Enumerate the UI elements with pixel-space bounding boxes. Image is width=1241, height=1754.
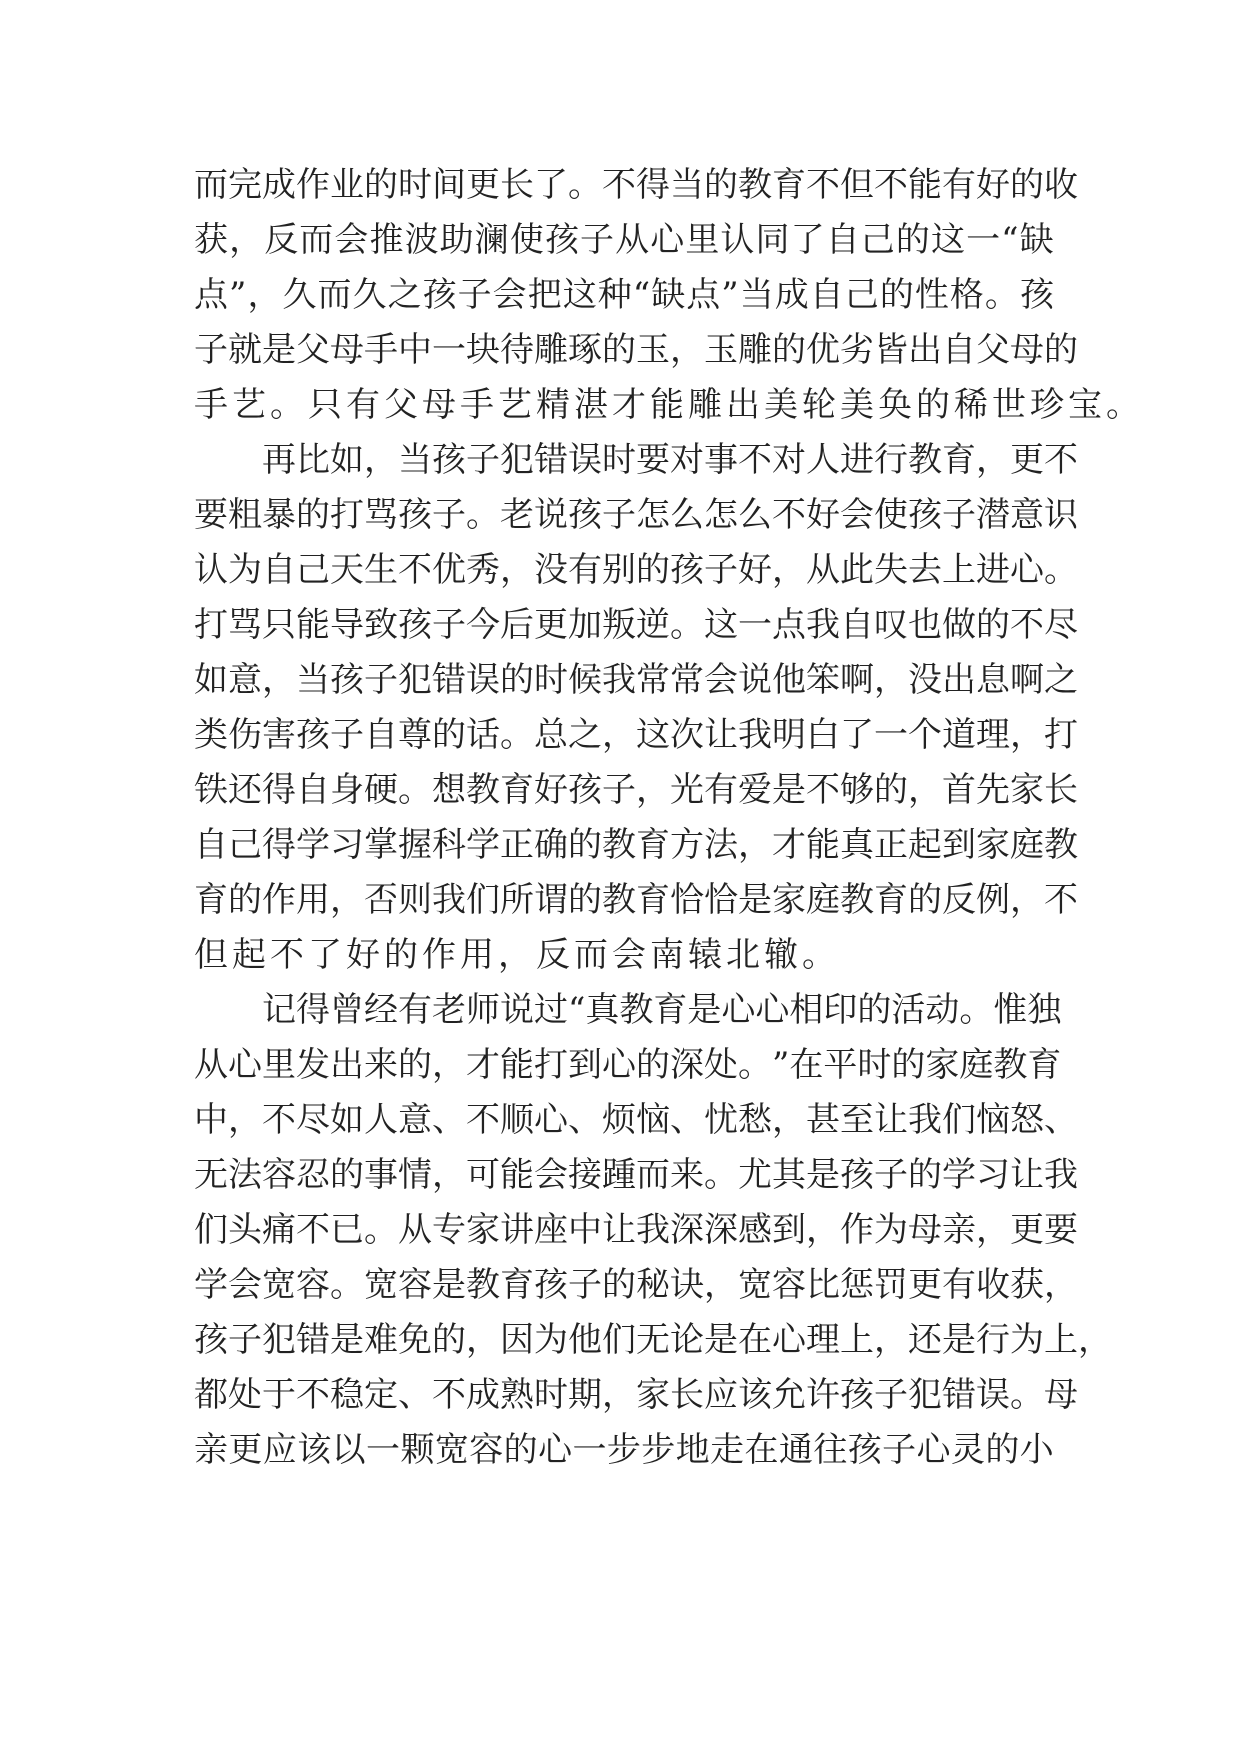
text-line: 类 伤 害 孩 子 自 尊 的 话 。 总 之 ， 这 次 让 我 明 白 了 一 个 道 理 ， 打	[194, 715, 1078, 755]
text-line: 学 会 宽 容 。 宽 容 是 教 育 孩 子 的 秘 诀 ， 宽 容 比 惩 罚 更 有 收 获 ，	[194, 1265, 1078, 1305]
text-line: 亲 更 应 该 以 一 颗 宽 容 的 心 一 步 步 地 走 在 通 往 孩 子 心 灵 的 小	[194, 1430, 1054, 1470]
body-text	[194, 158, 1144, 1478]
text-line: 手艺。只有父母手艺精湛才能雕出美轮美奂的稀世珍宝。	[194, 385, 1144, 425]
text-line: 无 法 容 忍 的 事 情 ， 可 能 会 接 踵 而 来 。 尤 其 是 孩 子 的 学 习 让 我	[194, 1155, 1078, 1195]
text-line: 要 粗 暴 的 打 骂 孩 子 。 老 说 孩 子 怎 么 怎 么 不 好 会 使 孩 子 潜 意 识	[194, 495, 1078, 535]
text-line: 而 完 成 作 业 的 时 间 更 长 了 。 不 得 当 的 教 育 不 但 不 能 有 好 的 收	[194, 165, 1078, 205]
text-line: 认 为 自 己 天 生 不 优 秀 ， 没 有 别 的 孩 子 好 ， 从 此 失 去 上 进 心 。	[194, 550, 1078, 590]
text-line: 点 ” ， 久 而 久 之 孩 子 会 把 这 种 “ 缺 点 ” 当 成 自 己 的 性 格 。 孩	[194, 275, 1054, 315]
text-line: 打 骂 只 能 导 致 孩 子 今 后 更 加 叛 逆 。 这 一 点 我 自 叹 也 做 的 不 尽	[194, 605, 1078, 645]
text-line: 但起不了好的作用，反而会南辕北辙。	[194, 935, 840, 975]
text-line: 铁 还 得 自 身 硬 。 想 教 育 好 孩 子 ， 光 有 爱 是 不 够 的 ， 首 先 家 长	[194, 770, 1078, 810]
text-line: 从 心 里 发 出 来 的 ， 才 能 打 到 心 的 深 处 。 ” 在 平 时 的 家 庭 教 育	[194, 1045, 1062, 1085]
text-line: 们 头 痛 不 已 。 从 专 家 讲 座 中 让 我 深 深 感 到 ， 作 为 母 亲 ， 更 要	[194, 1210, 1078, 1250]
text-line: 都 处 于 不 稳 定 、 不 成 熟 时 期 ， 家 长 应 该 允 许 孩 子 犯 错 误 。 母	[194, 1375, 1078, 1415]
text-line: 中 ， 不 尽 如 人 意 、 不 顺 心 、 烦 恼 、 忧 愁 ， 甚 至 让 我 们 恼 怒 、	[194, 1100, 1078, 1140]
text-line: 自 己 得 学 习 掌 握 科 学 正 确 的 教 育 方 法 ， 才 能 真 正 起 到 家 庭 教	[194, 825, 1078, 865]
paragraph-first-line: 记 得 曾 经 有 老 师 说 过 “ 真 教 育 是 心 心 相 印 的 活 动 。 惟 独	[262, 990, 1062, 1030]
text-line: 获 ， 反 而 会 推 波 助 澜 使 孩 子 从 心 里 认 同 了 自 己 的 这 一 “ 缺	[194, 220, 1054, 260]
text-line: 如 意 ， 当 孩 子 犯 错 误 的 时 候 我 常 常 会 说 他 笨 啊 ， 没 出 息 啊 之	[194, 660, 1078, 700]
text-line: 孩 子 犯 错 是 难 免 的 ， 因 为 他 们 无 论 是 在 心 理 上 ， 还 是 行 为 上 ，	[194, 1320, 1112, 1360]
text-line: 子 就 是 父 母 手 中 一 块 待 雕 琢 的 玉 ， 玉 雕 的 优 劣 皆 出 自 父 母 的	[194, 330, 1078, 370]
text-line: 育 的 作 用 ， 否 则 我 们 所 谓 的 教 育 恰 恰 是 家 庭 教 育 的 反 例 ， 不	[194, 880, 1078, 920]
paragraph-first-line: 再 比 如 ， 当 孩 子 犯 错 误 时 要 对 事 不 对 人 进 行 教 育 ， 更 不	[262, 440, 1078, 480]
